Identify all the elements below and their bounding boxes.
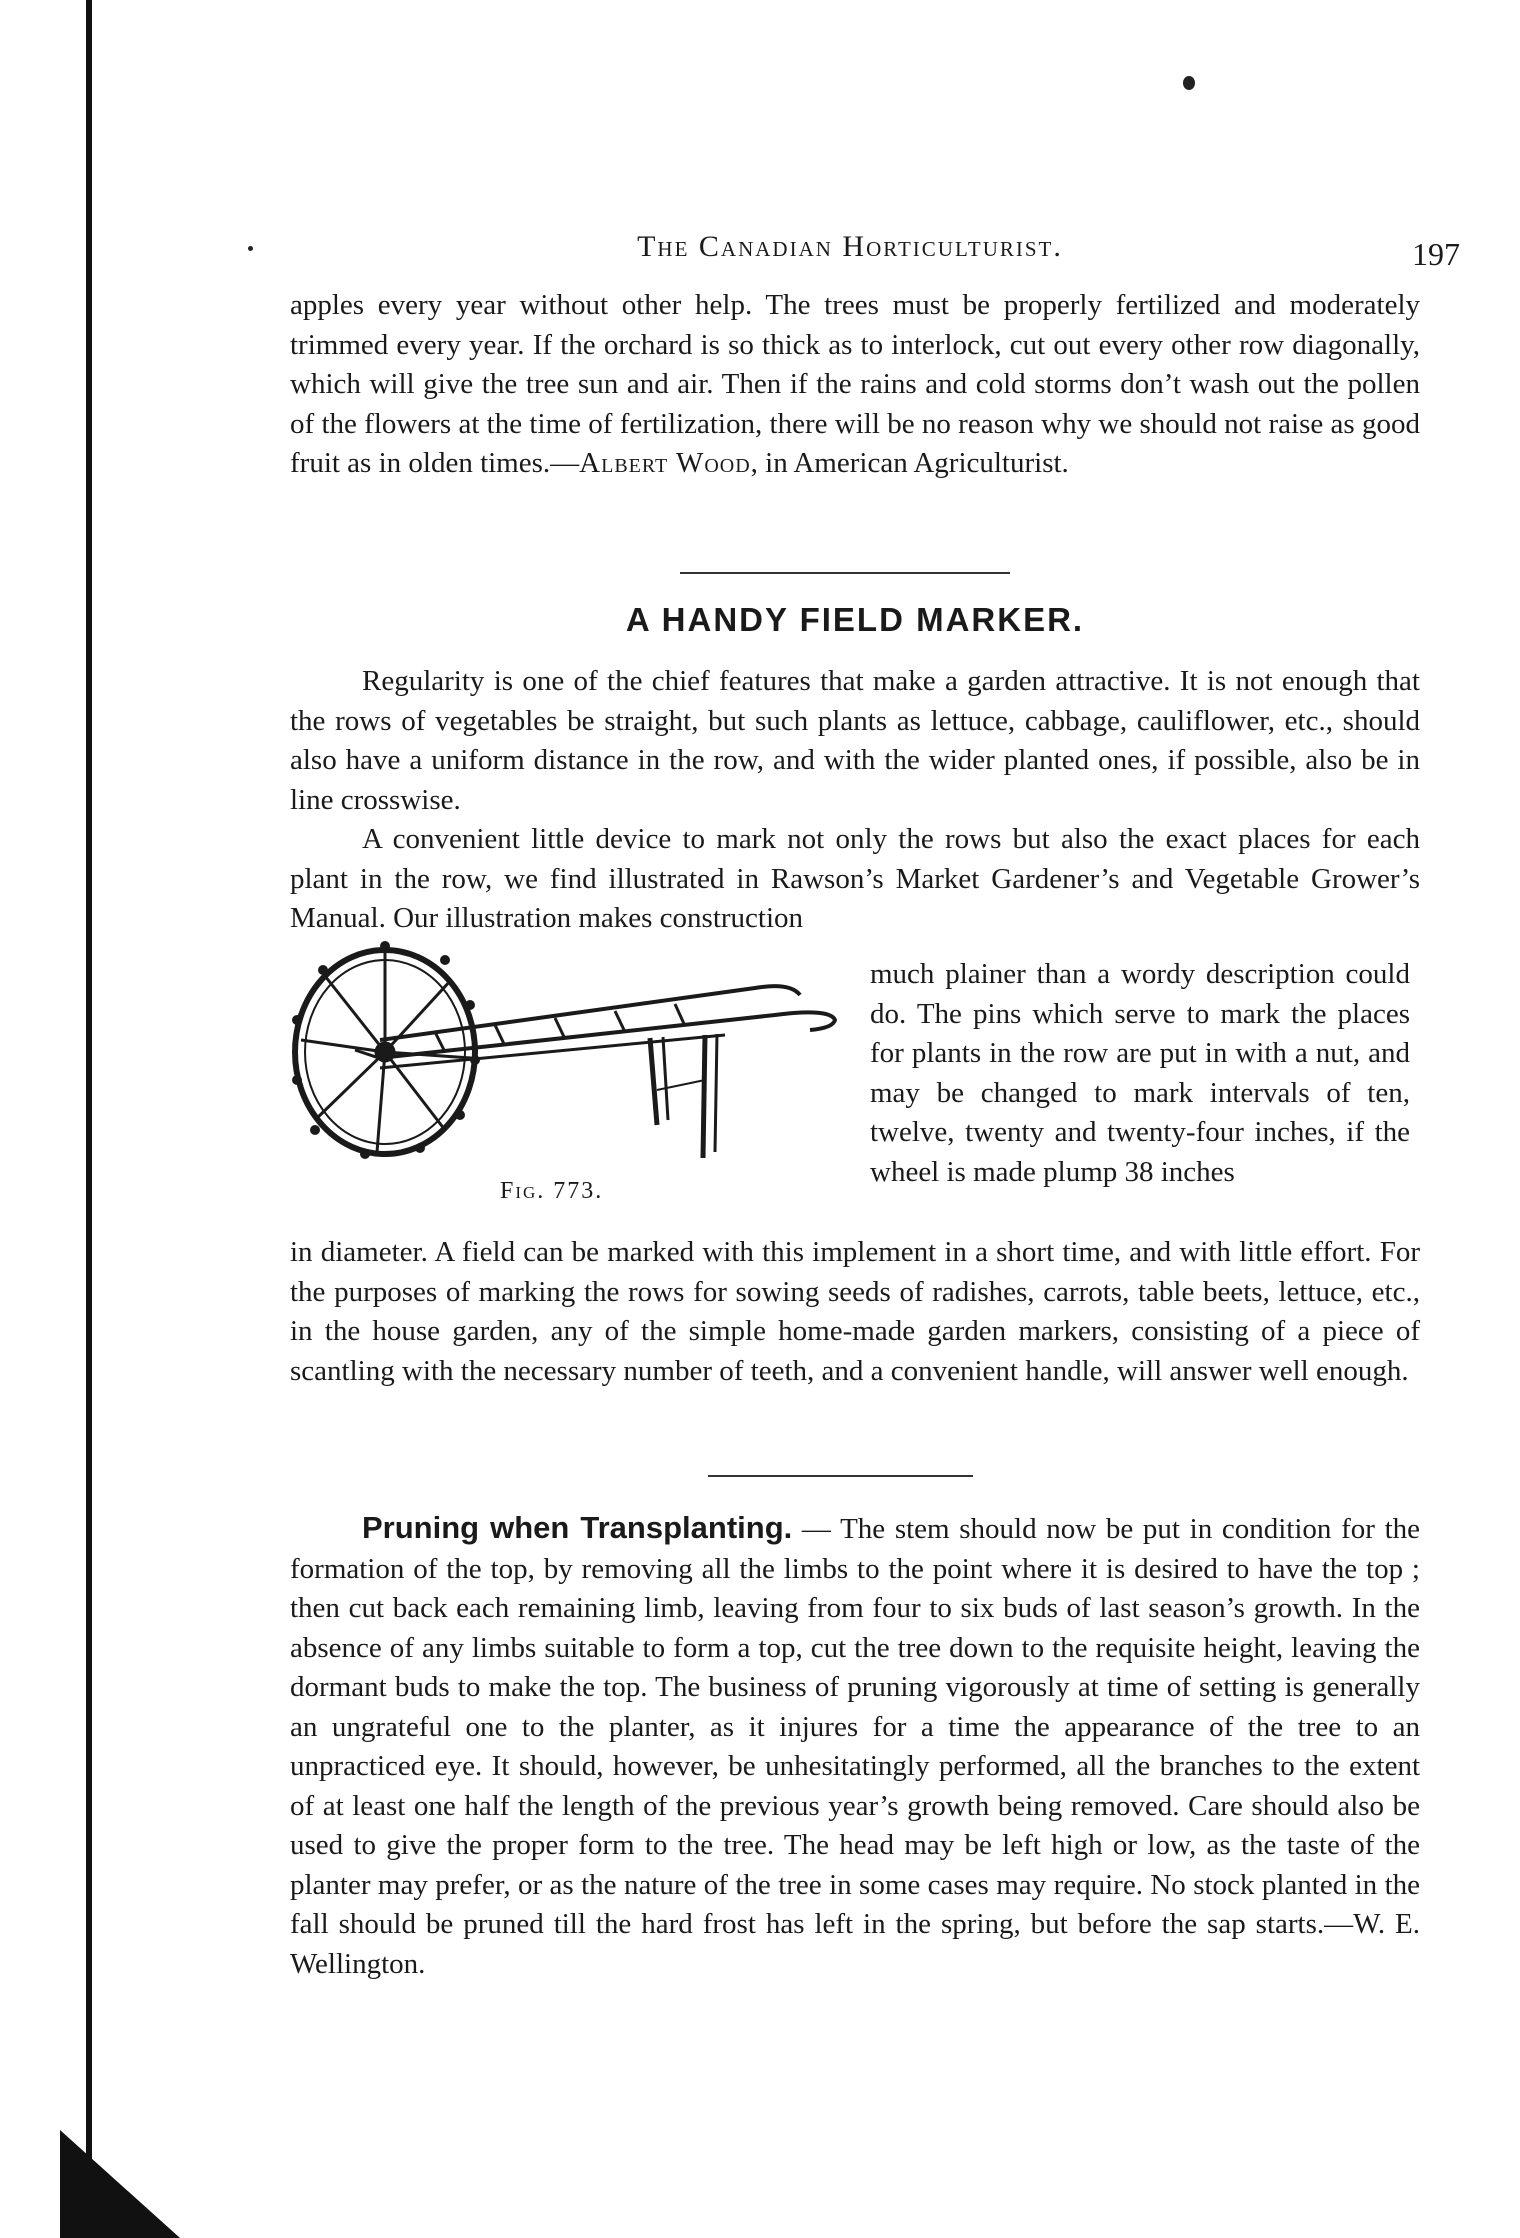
article-heading: A HANDY FIELD MARKER. xyxy=(625,601,1085,638)
page-binding-shadow xyxy=(60,2130,180,2238)
field-marker-paragraph-2-wrapped: much plainer than a wordy description could do. The pins which serve to mark the places for plants in the row are put in with a nut, and may be changed to mark intervals of ten, twelve, twenty and twenty-four inches, if the wheel is made plump 38 inches xyxy=(870,958,1410,1188)
section-divider xyxy=(680,572,1010,574)
continued-article-author: Albert Wood xyxy=(579,447,751,479)
ink-speck xyxy=(248,246,253,251)
page-binding-edge xyxy=(86,0,92,2238)
pruning-article-body: — The stem should now be put in condition for the formation of the top, by removing all the limbs to the point where it is desired to have the top ; then cut back each remaining limb, leaving from four to six buds of last season’s growth. In the absence of any limbs suitable to form a top, cut the tree down to the requisite height, leaving the dormant buds to make the top. The business of pruning vigorously at time of setting is generally an ungrateful one to the planter, as it injures for a time the appearance of the tree to an unpracticed eye. It should, however, be unhesitatingly performed, all the branches to the extent of at least one half the length of the previous year’s growth being removed. Care should also be used to give the proper form to the tree. The head may be left high or low, as the taste of the planter may prefer, or as the nature of the tree in some cases may require. No stock planted in the fall should be pruned till the hard frost has left in the spring, but before the sap starts.—W. E. Wellington. xyxy=(290,1513,1420,1980)
continued-article-text: apples every year without other help. The trees must be properly fertilized and moderately trimmed every year. If the orchard is so thick as to interlock, cut out every other row diagonally, which will give the tree sun and air. Then if the rains and cold storms don’t wash out the pollen of the flowers at the time of fertilization, there will be no reason why we should not raise as good fruit as in olden times.— xyxy=(290,289,1420,479)
field-marker-figure xyxy=(285,940,845,1230)
continued-article-source: , in American Agriculturist. xyxy=(750,447,1069,479)
journal-title: The Canadian Horticulturist. xyxy=(637,230,1063,263)
pruning-article-paragraph xyxy=(290,1508,1420,1984)
running-head xyxy=(300,230,1460,270)
section-divider xyxy=(708,1475,973,1477)
figure-caption: Fig. 773. xyxy=(500,1178,604,1204)
ink-speck xyxy=(1183,76,1195,90)
field-marker-paragraph-2-end: in diameter. A field can be marked with this implement in a short time, and with little effort. For the purposes of marking the rows for sowing seeds of radishes, carrots, table beets, lettuce, etc., in the house garden, any of the simple home-made garden markers, consisting of a piece of scantling with the necessary number of teeth, and a convenient handle, will answer well enough. xyxy=(290,1236,1420,1387)
pruning-article-title: Pruning when Transplanting. xyxy=(362,1510,793,1545)
field-marker-paragraph-1: Regularity is one of the chief features that make a garden attractive. It is not enough that the rows of vegetables be straight, but such plants as lettuce, cabbage, cauliflower, etc., should also have a uniform distance in the row, and with the wider planted ones, if possible, also be in line crosswise. xyxy=(290,665,1420,816)
field-marker-paragraph-2: A convenient little device to mark not only the rows but also the exact places for each plant in the row, we find illustrated in Rawson’s Market Gardener’s and Vegetable Grower’s Manual. Our illustration makes construction xyxy=(290,823,1420,934)
page-number: 197 xyxy=(1412,236,1460,272)
continued-article-paragraph xyxy=(290,286,1420,484)
